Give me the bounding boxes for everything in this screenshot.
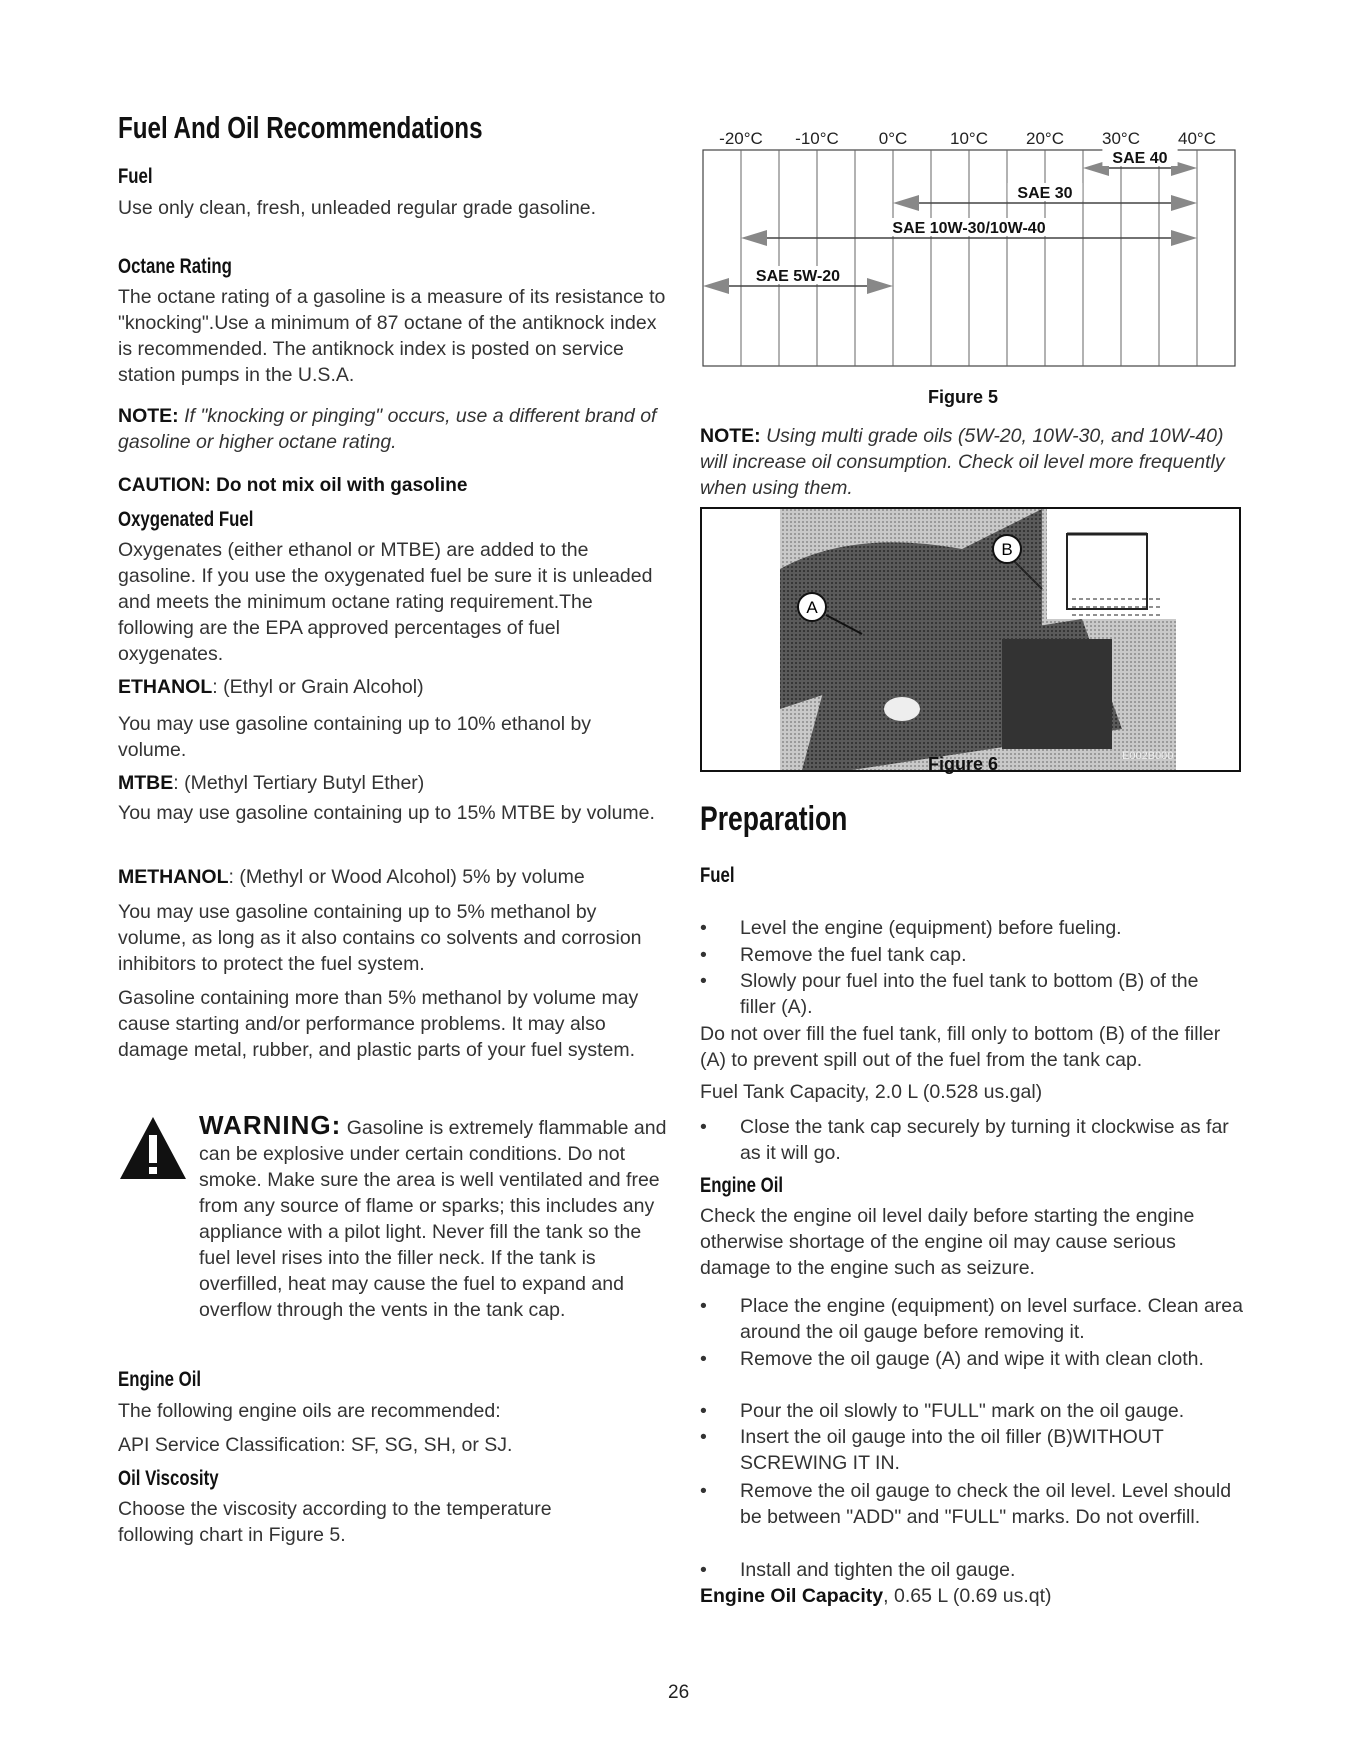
note-text: If "knocking or pinging" occurs, use a different brand of gasoline or higher octane rating. — [118, 405, 657, 453]
mtbe-label: MTBE — [118, 772, 174, 794]
oxygenated-text: Oxygenates (either ethanol or MTBE) are added to the gasoline. If you use the oxygenated fuel be sure it is unleaded and meets the minimum octane rating requirement.The following are the EPA approved percentages of fuel oxygenates. — [118, 539, 653, 665]
ethanol-desc: : (Ethyl or Grain Alcohol) — [212, 676, 424, 698]
chart-arrow-right — [1171, 230, 1197, 246]
oil-bullet: • Remove the oil gauge (A) and wipe it with clean cloth. — [700, 1348, 1204, 1370]
viscosity-text: Choose the viscosity according to the temperature following chart in Figure 5. — [118, 1498, 552, 1546]
chart-tick-label: -20°C — [719, 129, 763, 148]
chart-tick-label: 30°C — [1102, 129, 1140, 148]
ethanol-label: ETHANOL — [118, 676, 213, 698]
preparation-title: Preparation — [700, 800, 848, 838]
chart-tick-label: 0°C — [878, 129, 908, 148]
chart-tick-label: 40°C — [1178, 129, 1216, 148]
close-bullet: • Close the tank cap securely by turning it clockwise as far as it will go. — [700, 1116, 1229, 1164]
ethanol-line — [118, 674, 663, 700]
methanol-text: You may use gasoline containing up to 5% methanol by volume, as long as it also contains co solvents and corrosion inhibitors to protect the fuel system. — [118, 901, 642, 975]
mtbe-text: You may use gasoline containing up to 15% MTBE by volume. — [118, 802, 655, 824]
right-note-text: Using multi grade oils (5W-20, 10W-30, and 10W-40) will increase oil consumption. Check oil level more frequently when using them. — [700, 425, 1225, 499]
chart-arrow-right — [1171, 195, 1197, 211]
fuel-heading: Fuel — [118, 165, 153, 188]
methanol-line — [118, 864, 663, 890]
photo-code: E002B000 — [1122, 750, 1174, 762]
engine-oil-text-left: The following engine oils are recommended: — [118, 1400, 501, 1422]
chart-series-label: SAE 40 — [1112, 150, 1168, 167]
oil-bullet: • Pour the oil slowly to "FULL" mark on the oil gauge. — [700, 1400, 1185, 1422]
prep-fuel-heading: Fuel — [700, 864, 735, 887]
chart-series-label: SAE 30 — [1017, 185, 1073, 202]
chart-series-bar — [703, 266, 893, 294]
overfill-text: Do not over fill the fuel tank, fill only to bottom (B) of the filler (A) to prevent spill out of the fuel from the tank cap. — [700, 1023, 1221, 1071]
chart-tick-label: -10°C — [795, 129, 839, 148]
gasoline-text: Gasoline containing more than 5% methanol by volume may cause starting and/or performance problems. It may also damage metal, rubber, and plastic parts of your fuel system. — [118, 987, 639, 1061]
right-note-label: NOTE: — [700, 425, 761, 447]
engine-oil-heading-right: Engine Oil — [700, 1174, 784, 1197]
oil-bullet: • Insert the oil gauge into the oil filler (B)WITHOUT SCREWING IT IN. — [700, 1426, 1164, 1474]
figure6-caption: Figure 6 — [928, 754, 999, 774]
chart-series-label: SAE 5W-20 — [755, 268, 841, 285]
engine-oil-text-right: Check the engine oil level daily before starting the engine otherwise shortage of the engine oil may cause serious damage to the engine such as seizure. — [700, 1205, 1195, 1279]
chart-arrow-left — [893, 195, 919, 211]
right-note — [700, 423, 1245, 501]
chart-tick-label: 10°C — [950, 129, 988, 148]
api-text: API Service Classification: SF, SG, SH, or SJ. — [118, 1434, 513, 1456]
page-number: 26 — [668, 1682, 690, 1703]
chart-arrow-left — [703, 278, 729, 294]
figure5-caption: Figure 5 — [928, 387, 999, 407]
fuel-bullet: • Slowly pour fuel into the fuel tank to bottom (B) of the filler (A). — [700, 970, 1199, 1018]
mtbe-line — [118, 770, 663, 796]
chart-arrow-left — [741, 230, 767, 246]
oil-bullet: • Install and tighten the oil gauge. — [700, 1559, 1016, 1581]
methanol-label: METHANOL — [118, 866, 229, 888]
oil-bullet: • Remove the oil gauge to check the oil level. Level should be between "ADD" and "FULL" marks. Do not overfill. — [700, 1480, 1232, 1528]
figure6-photo — [700, 507, 1241, 772]
mtbe-desc: : (Methyl Tertiary Butyl Ether) — [173, 772, 425, 794]
fuel-text: Use only clean, fresh, unleaded regular grade gasoline. — [118, 197, 597, 219]
oil-capacity-value: , 0.65 L (0.69 us.qt) — [883, 1585, 1052, 1607]
octane-heading: Octane Rating — [118, 255, 232, 278]
oil-capacity — [700, 1583, 1245, 1609]
oil-bullet: • Place the engine (equipment) on level surface. Clean area around the oil gauge before removing it. — [700, 1295, 1243, 1343]
chart-series-bar — [1083, 148, 1197, 176]
capacity-text: Fuel Tank Capacity, 2.0 L (0.528 us.gal) — [700, 1081, 1043, 1103]
chart-arrow-right — [867, 278, 893, 294]
chart-tick-label: 20°C — [1026, 129, 1064, 148]
photo-label-a: A — [806, 598, 818, 617]
viscosity-chart — [700, 128, 1240, 368]
octane-text: The octane rating of a gasoline is a measure of its resistance to "knocking".Use a minimum of 87 octane of the antiknock index is recommended. The antiknock index is posted on service station pumps in the U.S.A. — [118, 286, 666, 386]
warning-text: Gasoline is extremely flammable and can be explosive under certain conditions. Do not smoke. Make sure the area is well ventilated and free from any source of flame or sparks; this includes any appliance with a pilot light. Never fill the tank so the fuel level rises into the filler neck. If the tank is overfilled, heat may cause the fuel to expand and overflow through the vents in the tank cap. — [199, 1117, 667, 1321]
methanol-desc: : (Methyl or Wood Alcohol) 5% by volume — [228, 866, 585, 888]
warning-label: WARNING: — [199, 1110, 342, 1140]
photo-label-b: B — [1001, 540, 1013, 559]
engine-oil-heading-left: Engine Oil — [118, 1368, 202, 1391]
warning-block — [199, 1112, 669, 1323]
oxygenated-heading: Oxygenated Fuel — [118, 508, 254, 531]
page-title: Fuel And Oil Recommendations — [118, 110, 483, 145]
chart-series-label: SAE 10W-30/10W-40 — [892, 220, 1046, 237]
viscosity-heading: Oil Viscosity — [118, 1467, 219, 1490]
note-label: NOTE: — [118, 405, 179, 427]
ethanol-text: You may use gasoline containing up to 10% ethanol by volume. — [118, 713, 592, 761]
warning-triangle-icon — [118, 1115, 188, 1181]
left-note — [118, 403, 683, 455]
fuel-bullet: • Remove the fuel tank cap. — [700, 944, 967, 966]
fuel-bullet: • Level the engine (equipment) before fueling. — [700, 917, 1122, 939]
oil-capacity-label: Engine Oil Capacity — [700, 1585, 884, 1607]
caution-text: CAUTION: Do not mix oil with gasoline — [118, 475, 468, 496]
